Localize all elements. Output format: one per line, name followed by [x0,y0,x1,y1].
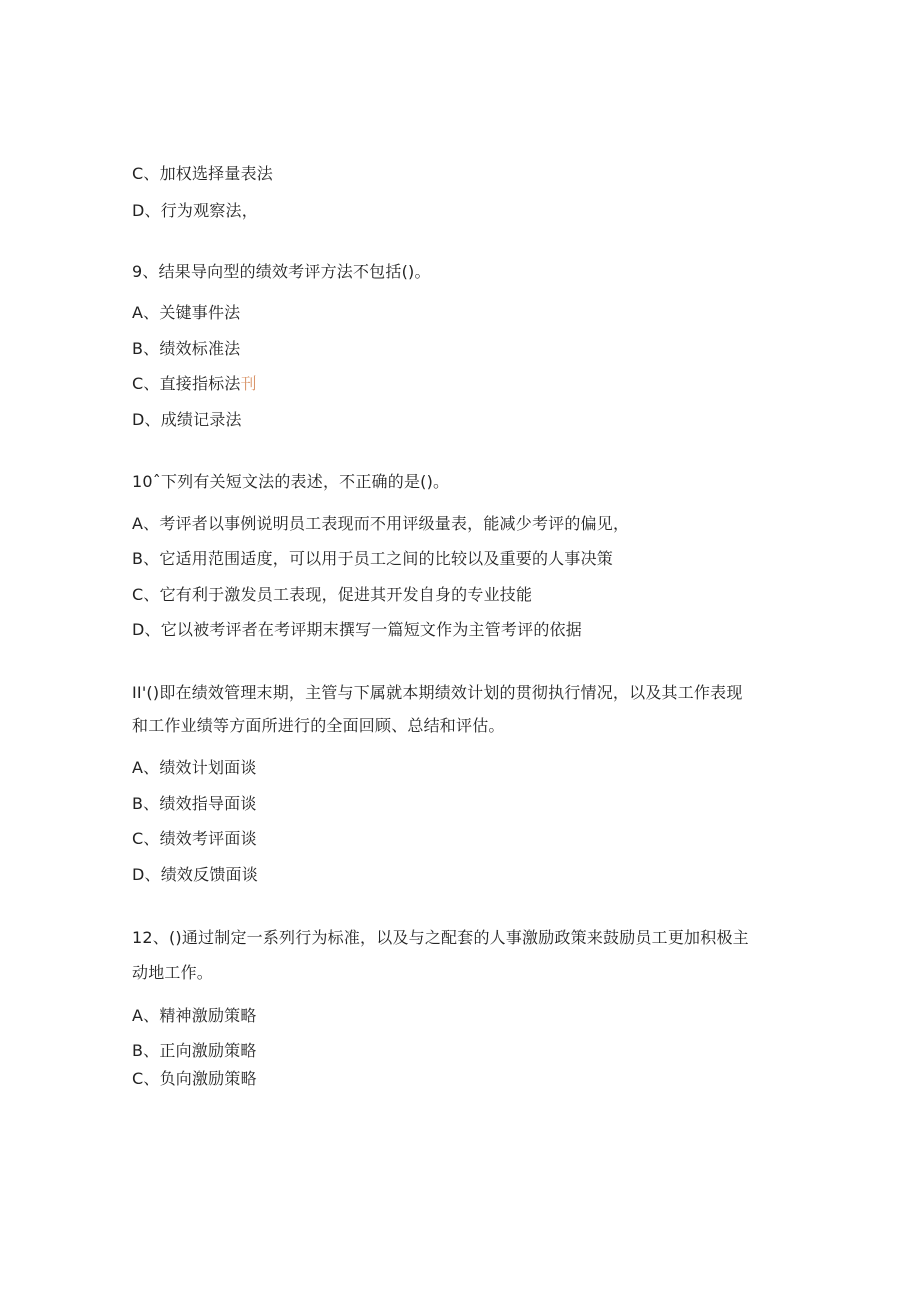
q11-option-c: C、绩效考评面谈 [132,829,257,848]
q10-option-a: A、考评者以事例说明员工表现而不用评级量表，能减少考评的偏见， [132,514,630,533]
q12-option-b: B、正向激励策略 [132,1041,257,1060]
q12-question-line2: 动地工作。 [132,963,214,982]
q8-option-c: C、加权选择量表法 [132,164,273,183]
q10-option-d: D、它以被考评者在考评期末撰写一篇短文作为主管考评的依据 [132,620,582,639]
q12-option-a: A、精神激励策略 [132,1006,257,1025]
q9-option-c-text: C、直接指标法 [132,374,241,393]
q9-option-b: B、绩效标准法 [132,339,241,358]
q10-question: 10ˆ下列有关短文法的表述，不正确的是()。 [132,472,450,491]
q11-option-b: B、绩效指导面谈 [132,794,257,813]
q11-option-d: D、绩效反馈面谈 [132,865,258,884]
q11-question-line2: 和工作业绩等方面所进行的全面回顾、总结和评估。 [132,716,505,735]
q12-question-line1: 12、()通过制定一系列行为标准，以及与之配套的人事激励政策来鼓励员工更加积极主 [132,928,749,947]
q12-option-c: C、负向激励策略 [132,1069,257,1088]
q9-option-c-mark: 刊 [240,374,257,393]
q10-option-c: C、它有利于激发员工表现，促进其开发自身的专业技能 [132,585,533,604]
q9-option-a: A、关键事件法 [132,303,241,322]
q11-option-a: A、绩效计划面谈 [132,758,257,777]
q9-option-d: D、成绩记录法 [132,410,242,429]
q9-question: 9、结果导向型的绩效考评方法不包括()。 [132,262,431,281]
q9-option-c [132,373,257,395]
q11-question-line1: II'()即在绩效管理末期，主管与下属就本期绩效计划的贯彻执行情况，以及其工作表现 [132,683,743,702]
q10-option-b: B、它适用范围适度，可以用于员工之间的比较以及重要的人事决策 [132,549,613,568]
q8-option-d: D、行为观察法， [132,201,258,220]
